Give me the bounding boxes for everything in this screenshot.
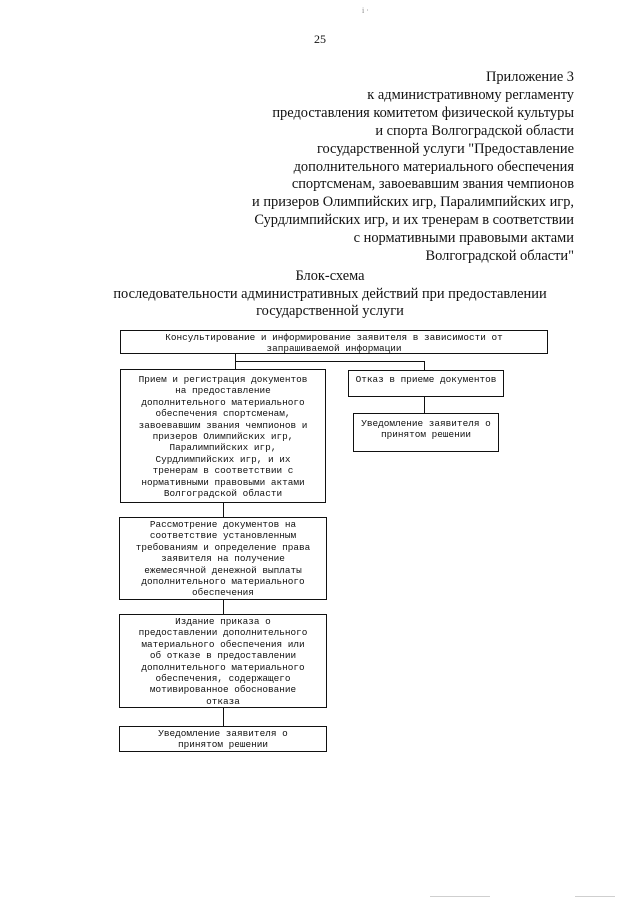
box-document-intake bbox=[120, 369, 326, 503]
box-line: Консультирование и информирование заявителя в зависимости от bbox=[165, 332, 503, 343]
box-line: нормативными правовыми актами bbox=[141, 476, 305, 488]
connector-branch bbox=[235, 361, 424, 362]
box-line: Паралимпийских игр, bbox=[169, 442, 277, 454]
scan-artifact bbox=[575, 896, 615, 897]
box-line: дополнительного материального bbox=[141, 661, 305, 673]
box-order bbox=[119, 614, 327, 708]
connector-intake-to-review bbox=[223, 503, 224, 517]
appendix-line: и призеров Олимпийских игр, Паралимпийских игр, bbox=[252, 194, 574, 211]
box-line: обеспечения bbox=[192, 587, 254, 599]
appendix-line: государственной услуги "Предоставление bbox=[316, 140, 574, 157]
connector-to-refuse bbox=[424, 361, 425, 370]
box-line: Уведомление заявителя о bbox=[361, 418, 491, 429]
connector-order-to-notify bbox=[223, 708, 224, 726]
box-consultation bbox=[120, 330, 548, 354]
box-line: завоевавшим звания чемпионов и bbox=[138, 419, 308, 431]
box-line: предоставлении дополнительного bbox=[138, 627, 308, 639]
box-line: Волгоградской области bbox=[163, 488, 283, 500]
box-line: Издание приказа о bbox=[175, 616, 271, 627]
box-line: принятом решении bbox=[177, 739, 268, 751]
scan-artifact bbox=[430, 896, 490, 897]
box-review bbox=[119, 517, 327, 600]
box-notify-right bbox=[353, 413, 499, 452]
box-line: призеров Олимпийских игр, bbox=[152, 431, 294, 443]
box-line: Уведомление заявителя о bbox=[158, 728, 288, 739]
box-line: принятом решении bbox=[380, 429, 471, 441]
flowchart-title-line: последовательности административных действий при предоставлении bbox=[113, 285, 547, 302]
box-line: тренерам в соответствии с bbox=[152, 465, 294, 477]
appendix-line: предоставления комитетом физической культуры bbox=[272, 104, 574, 121]
appendix-line: дополнительного материального обеспечения bbox=[293, 158, 574, 175]
box-line: дополнительного материального bbox=[141, 396, 305, 408]
appendix-line: Сурдлимпийских игр, и их тренерам в соответствии bbox=[254, 212, 574, 229]
page-mark: i · bbox=[362, 6, 369, 15]
box-line: требованиям и определение права bbox=[135, 541, 311, 553]
box-line: обеспечения спортсменам, bbox=[155, 408, 291, 420]
box-line: ежемесячной денежной выплаты bbox=[144, 564, 302, 576]
box-line: Отказ в приеме документов bbox=[355, 374, 497, 385]
box-line: мотивированное обоснование bbox=[149, 684, 297, 696]
box-notify-bottom bbox=[119, 726, 327, 752]
appendix-line: Приложение 3 bbox=[485, 69, 574, 85]
box-line: об отказе в предоставлении bbox=[149, 650, 297, 662]
box-line: соответствие установленным bbox=[149, 530, 297, 542]
appendix-line: к административному регламенту bbox=[367, 86, 574, 103]
appendix-header bbox=[134, 69, 574, 266]
box-refusal bbox=[348, 370, 504, 397]
appendix-line: спортсменам, завоевавшим звания чемпионов bbox=[291, 176, 574, 193]
box-line: заявителя на получение bbox=[161, 553, 285, 565]
connector-review-to-order bbox=[223, 600, 224, 614]
box-line: обеспечения, содержащего bbox=[155, 673, 291, 685]
appendix-line: с нормативными правовыми актами bbox=[353, 230, 574, 247]
box-line: запрашиваемой информации bbox=[266, 343, 402, 355]
box-line: материального обеспечения или bbox=[141, 638, 305, 650]
appendix-line: Волгоградской области" bbox=[425, 248, 574, 265]
box-line: на предоставление bbox=[175, 385, 271, 397]
appendix-line: и спорта Волгоградской области bbox=[375, 122, 574, 139]
page-number: 25 bbox=[314, 32, 326, 46]
connector-refuse-to-notify bbox=[424, 397, 425, 413]
box-line: отказа bbox=[206, 695, 240, 707]
box-line: Прием и регистрация документов bbox=[138, 374, 308, 385]
flowchart-title bbox=[60, 268, 600, 321]
box-line: Сурдлимпийских игр, и их bbox=[155, 453, 291, 465]
box-line: Рассмотрение документов на bbox=[149, 519, 297, 530]
flowchart-title-line: государственной услуги bbox=[256, 303, 404, 319]
flowchart-title-line: Блок-схема bbox=[295, 268, 365, 284]
box-line: дополнительного материального bbox=[141, 576, 305, 588]
